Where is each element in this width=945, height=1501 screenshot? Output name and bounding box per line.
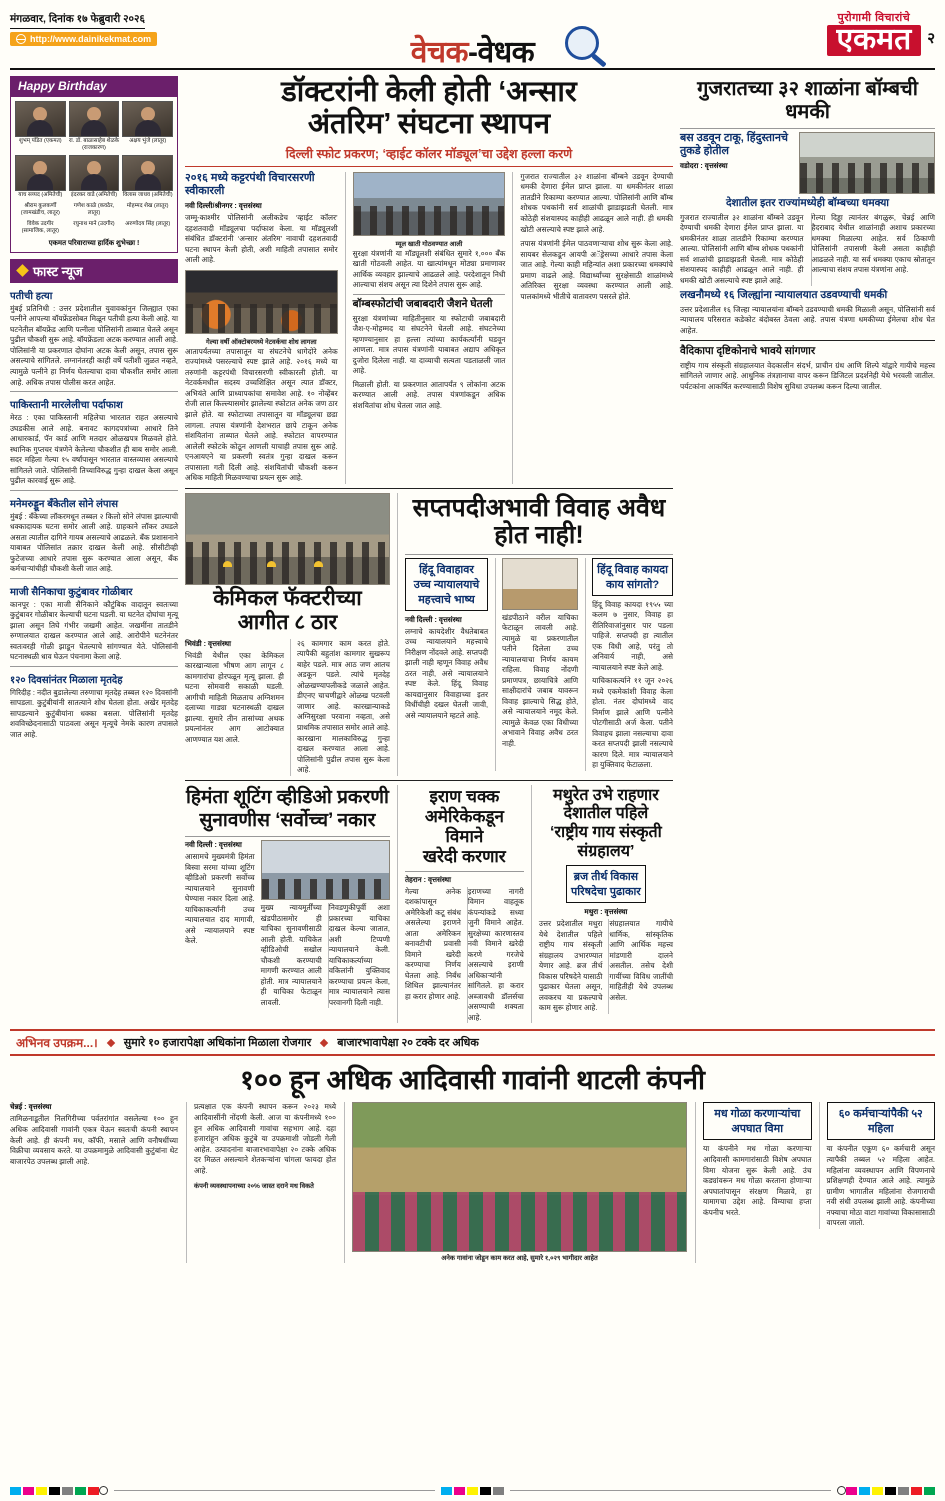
marriage-story — [397, 493, 673, 776]
lead-col2-body-1: सुरक्षा यंत्रणांनी या मॉड्यूलशी संबंधित सुमारे १,००० बँक खाती गोठवली आहेत. या खात्यांमधून मोठ्या प्रमाणावर आर्थिक व्यवहार झाल्याचे आढळले आहे. परदेशातून निधी आल्याचा संशय असून त्या दिशेने तपास सुरू आहे. — [352, 248, 506, 290]
marriage-dateline: नवी दिल्ली : वृत्तसंस्था — [404, 614, 462, 624]
lead-story — [185, 76, 673, 484]
gujarat-sec2-body: गेल्या दिड्डा त्यानंतर बंगळुरू, चेन्नई आणि हैदराबाद येथील शाळांनाही अशाच प्रकारच्या धमक्या मिळाल्या आहेत. सर्व ठिकाणी पोलिसांनी तपासणी केली असता काहीही आढळले नाही. या सर्व धमक्या एकाच स्रोतातून आल्याचा संशय तपास यंत्रणांना आहे. — [811, 213, 936, 287]
epaper-link[interactable] — [10, 32, 157, 46]
magnifier-icon — [565, 26, 599, 60]
gujarat-dateline: वडोदरा : वृत्तसंस्था — [680, 161, 728, 171]
fast-news-item-title: पाकिस्तानी मारलेलीचा पर्दाफाश — [10, 400, 123, 412]
avatar — [15, 101, 66, 137]
birthday-footer: एकमत परिवाराच्या हार्दिक शुभेच्छा ! — [48, 239, 140, 247]
chemical-story — [185, 493, 390, 776]
himanta-body-3: निवडणुकीपूर्वी अशा प्रकारच्या याचिका दाखल केल्या जातात, अशी टिप्पणी न्यायालयाने केली. याचिकाकर्त्याच्या वकिलांनी युक्तिवाद करण्याचा प्रयत्न केला, मात्र न्यायालयाने त्यास परवानगी दिली नाही. — [328, 903, 390, 1007]
tribal-body-2: प्रत्यक्षात एक कंपनी स्थापन करून २०२३ मध्ये आदिवासींनी नोंदणी केली. आज या कंपनीमध्ये १०० हून अधिक आदिवासी गावांचा सहभाग आहे. दहा हजारांहून अधिक कुटुंबे या उपक्रमाशी जोडली गेली आहेत. उत्पादनांना बाजारभावापेक्षा २० टक्के अधिक दर मिळत असल्याने शेतकऱ्यांना चांगला फायदा होत आहे. — [194, 1102, 336, 1175]
fast-news-item[interactable] — [10, 397, 178, 487]
section-title — [411, 30, 534, 71]
birthday-grid — [15, 101, 173, 235]
lead-col3-body-1: गुजरात राज्यातील ३२ शाळांना बॉम्बने उडवून देण्याची धमकी देणारा ईमेल प्राप्त झाला. या धमकीनंतर शाळा तातडीने रिकाम्या करण्यात आल्या. पोलिसांनी आणि बॉम्ब शोधक पथकांनी सर्व शाळांची झाडाझडती घेतली. मात्र कोठेही संशयास्पद काहीही आढळून आले नाही. ही धमकी खोटी असल्याचे स्पष्ट झाले आहे. — [520, 171, 674, 234]
birthday-person — [15, 202, 66, 217]
court-silhouette — [262, 879, 389, 899]
tribal-story — [10, 1060, 935, 1263]
row-himanta-iran-mathura — [185, 785, 673, 1024]
mathura-body-1: उत्तर प्रदेशातील मथुरा येथे देशातील पहिले राष्ट्रीय गाय संस्कृती संग्रहालय उभारण्यात येणार आहे. ब्रज तीर्थ विकास परिषदेने यासाठी पुढाकार घेतला असून, लवकरच या प्रकल्पाचे काम सुरू होणार आहे. — [538, 919, 603, 1013]
iran-headline-1: इराण चक्क — [429, 786, 500, 806]
chemical-photo — [185, 493, 390, 585]
birthday-name: इंदरकर वाडे (अमितेची) — [70, 191, 118, 198]
registration-mark — [99, 1486, 108, 1495]
masthead — [10, 8, 935, 70]
lead-col-3 — [512, 172, 673, 484]
gujarat-kicker: बस उडवून टाकू, हिंदुस्तानचे तुकडे होतील — [680, 132, 788, 158]
street-silhouette — [354, 206, 505, 235]
iran-headline-2: अमेरिकेकडून विमाने — [424, 807, 504, 846]
himanta-headline-2: सुनावणीस ‘सर्वोच्च’ नकार — [199, 810, 376, 832]
birthday-person — [122, 202, 173, 217]
epaper-url: http://www.dainikekmat.com — [30, 34, 152, 44]
lead-body-2: आतापर्यंतच्या तपासातून या संघटनेचे धागेदोरे अनेक राज्यांमध्ये पसरल्याचे स्पष्ट झाले आहे. २०१६ मध्ये या तरुणांनी कट्टरपंथी विचारसरणी स्वीकारली होती. या नेटवर्कमधील सदस्य उच्चशिक्षित असून त्यात डॉक्टर, अभियंते आणि प्राध्यापकांचा समावेश आहे. १० नोव्हेंबर रोजी लाल किल्ल्यासमोर झालेल्या स्फोटात अनेक जण ठार झाले होते. या स्फोटाच्या तपासातून या मॉड्यूलचा छडा लागला. तपास यंत्रणांनी देशभरात छापे टाकून अनेक संशयितांना ताब्यात घेतले आहे. स्फोटात वापरण्यात आलेली स्फोटके कोठून आणली याचाही तपास सुरू आहे. एनआयएने या प्रकरणी स्वतंत्र गुन्हा दाखल करून तपासाला गती दिली आहे. संशयितांची चौकशी करून अधिक माहिती मिळवण्याचा प्रयत्न सुरू आहे. — [185, 346, 338, 483]
marriage-body-1: लग्नाचे कायदेशीर वैधतेबाबत उच्च न्यायालयाने महत्त्वाचे निरीक्षण नोंदवले आहे. सप्तपदी झाली नाही म्हणून विवाह अवैध ठरत नाही, असे न्यायालयाने स्पष्ट केले. हिंदू विवाह कायद्यानुसार विवाहाच्या इतर विधींचीही दखल घेतली जावी, असे न्यायालयाने म्हटले आहे. — [404, 626, 489, 720]
lead-col-1 — [185, 172, 338, 484]
lead-headline-line2: अंतरिम’ संघटना स्थापन — [307, 108, 551, 141]
section-title-black: -वेधक — [468, 36, 535, 69]
marriage-body-2: खंडपीठाने वरील याचिका फेटाळून लावली आहे. त्यामुळे या प्रकरणातील पतीने दिलेला उच्च न्यायालयाचा निर्णय कायम राहिला. विवाह नोंदणी प्रमाणपत्र, छायाचित्रे आणि साक्षीदारांचे जबाब यावरून विवाह झाल्याचे सिद्ध होते, असे न्यायालयाने नमूद केले. त्यामुळे केवळ एका विधीच्या अभावाने विवाह अवैध ठरत नाही. — [502, 612, 579, 748]
birthday-person — [69, 220, 120, 235]
tribal-caption-left: कंपनी व्यवस्थापनाच्या २०% जास्त दराने मध विकते — [194, 1183, 314, 1191]
marriage-body-4: याचिकाकर्त्याने ११ जून २०२६ मध्ये एकमेकांशी विवाह केला होता. नंतर दोघांमध्ये वाद निर्माण झाले आणि पत्नीने पोटगीसाठी अर्ज केला. पतीने विवाहच झाला नसल्याचा दावा करत सप्तपदी झाली नसल्याचे कारण दिले. मात्र न्यायालयाने हा युक्तिवाद फेटाळला. — [592, 676, 673, 770]
birthday-person — [122, 101, 173, 152]
fast-news-item[interactable] — [10, 672, 178, 741]
tribal-caption-right: अनेक गावांना जोडून काम करत आहे, सुमारे १,०२९ भागीदार आहेत — [441, 1255, 598, 1263]
birthday-person — [69, 101, 120, 152]
gavel-photo — [502, 558, 578, 610]
birthday-person — [15, 101, 66, 152]
fast-news-item-body: मेरठ : एका पाकिस्तानी महिलेचा भारतात राहत असल्याचे उघडकीस आले आहे. बनावट कागदपत्रांच्या आधारे तिने आधारकार्ड, पॅन कार्ड आणि मतदार ओळखपत्र मिळवले होते. स्थानिक गुप्तचर यंत्रणेने केलेल्या चौकशीत ही बाब समोर आली. सदर महिला गेल्या १५ वर्षांपासून भारतात वास्तव्यास असल्याचे सांगितले जाते. पोलिसांनी तिच्याविरुद्ध गुन्हा दाखल केला असून पुढील कारवाई सुरू आहे. — [10, 413, 178, 486]
lead-photo-caption: गेल्या वर्षी ऑक्टोबरमध्ये नेटवर्कचा शोध लागला — [206, 338, 317, 346]
birthday-name: श्रीराम कुलकर्णी (जामखंडीच, लातूर) — [20, 202, 60, 216]
marriage-box-head-left: हिंदू विवाहावर उच्च न्यायालयाचे महत्त्वाचे भाष्य — [405, 558, 488, 611]
mathura-body-2: संग्रहालयात गायीचे धार्मिक, सांस्कृतिक आणि आर्थिक महत्त्व मांडणारी दालने असतील. तसेच देशी गायींच्या विविध जातींची माहितीही येथे उपलब्ध असेल. — [608, 919, 673, 1014]
lead-photo-street — [353, 172, 506, 236]
lead-columns — [185, 172, 673, 484]
fast-news-item-body: कानपूर : एका माजी सैनिकाने कौटुंबिक वादातून स्वतःच्या कुटुंबावर गोळीबार केल्याची घटना घडली. या घटनेत दोघांचा मृत्यू झाला असून तिघे गंभीर जखमी आहेत. जखमींना तातडीने रुग्णालयात दाखल करण्यात आले आहे. आरोपीने घटनेनंतर स्वतःवरही गोळी झाडून घेतल्याचे सांगण्यात येते. पोलिसांनी घटनास्थळी धाव घेऊन पंचनामा केला आहे. — [10, 599, 178, 662]
right-column — [680, 76, 935, 1023]
mathura-sec-body: राष्ट्रीय गाय संस्कृती संग्रहालयात वेदकालीन संदर्भ, प्राचीन ग्रंथ आणि शिल्पे यांद्वारे गायीचे महत्त्व सांगितले जाणार आहे. आधुनिक तंत्रज्ञानाचा वापर करून डिजिटल प्रदर्शनेही येथे भरवली जातील. पर्यटकांना आकर्षित करण्यासाठी विशेष सुविधा उपलब्ध करून दिल्या जातील. — [680, 360, 935, 391]
registration-mark-2 — [837, 1486, 846, 1495]
brand-block — [827, 10, 935, 56]
promo-bullet-icon — [106, 1039, 114, 1047]
mathura-box-head: ब्रज तीर्थ विकास परिषदेचा पुढाकार — [566, 865, 647, 903]
fast-news-item-title: माजी सैनिकाचा कुटुंबावर गोळीबार — [10, 586, 133, 598]
happy-birthday-section — [10, 76, 178, 253]
gujarat-headline: गुजरातच्या ३२ शाळांना बॉम्बची धमकी — [697, 78, 918, 123]
avatar — [69, 155, 120, 191]
lead-col2-body-2: सुरक्षा यंत्रणांच्या माहितीनुसार या स्फोटाची जबाबदारी जैश-ए-मोहम्मद या संघटनेने घेतली आहे. संघटनेच्या म्हणण्यानुसार हा हल्ला त्यांच्या कार्यकर्त्यांनी घडवून आणला. मात्र तपास यंत्रणांनी याबाबत अद्याप अधिकृत दुजोरा दिलेला नाही. या दाव्याची सत्यता पडताळली जात आहे. — [352, 313, 506, 376]
promo-left: अभिनव उपक्रम...। — [16, 1036, 98, 1051]
page-content — [10, 76, 935, 1023]
lead-col2-body-3: मिळाली होती. या प्रकरणात आतापर्यंत ९ लोकांना अटक करण्यात आली आहे. तपास यंत्रणांकडून अधिक संशयितांचा शोध घेतला जात आहे. — [352, 379, 506, 410]
tribal-sec-head: मध गोळा करणाऱ्यांचा अपघात विमा — [703, 1102, 812, 1140]
lead-subheadline: दिल्ली स्फोट प्रकरण; ‘व्हाईट कॉलर मॉड्यूल’चा उद्देश हल्ला करणे — [285, 146, 573, 161]
promo-right: बाजारभावापेक्षा २० टक्के दर अधिक — [337, 1037, 479, 1050]
tribal-dateline: चेन्नई : वृत्तसंस्था — [10, 1102, 52, 1112]
women-workers-silhouette — [353, 1192, 686, 1251]
birthday-person — [122, 220, 173, 235]
himanta-dateline: नवी दिल्ली : वृत्तसंस्था — [185, 840, 242, 850]
birthday-name: याच सय्यद (अमितेची) — [18, 191, 63, 198]
fast-news-item[interactable] — [10, 496, 178, 575]
globe-icon — [16, 34, 26, 44]
gujarat-sec3-head: लखनौमध्ये १६ जिल्ह्यांना न्यायालयात उडवण्याची धमकी — [680, 289, 888, 302]
lead-col2-subhead: बॉम्बस्फोटांची जबाबदारी जैशने घेतली — [352, 298, 493, 310]
mathura-headline-1: मथुरेत उभे राहणार देशातील पहिले — [553, 786, 659, 822]
lead-headline-line1: डॉक्टरांनी केली होती ‘अन्सार — [281, 76, 577, 108]
tribal-body-4: या कंपनीत एकूण ६० कर्मचारी असून त्यापैकी तब्बल ५२ महिला आहेत. महिलांना व्यवस्थापन आणि विपणनाचे प्रशिक्षणही देण्यात आले आहे. त्यामुळे ग्रामीण भागातील महिलांना रोजगाराची नवी संधी उपलब्ध झाली आहे. कंपनीच्या नफ्याचा मोठा वाटा गावांच्या विकासासाठी वापरला जातो. — [826, 1144, 935, 1228]
brand-name: एकमत — [827, 25, 922, 56]
gujarat-school-photo — [799, 132, 935, 194]
marriage-body-3: हिंदू विवाह कायदा १९५५ च्या कलम ७ नुसार, विवाह हा रीतिरिवाजांनुसार पार पडला पाहिजे. सप्तपदी हा त्यातील एक विधी आहे, परंतु तो अनिवार्य नाही, असे न्यायालयाने स्पष्ट केले आहे. — [592, 599, 673, 672]
himanta-court-photo — [261, 840, 390, 900]
promo-strip — [10, 1029, 935, 1056]
fast-news-title: फास्ट न्यूज — [33, 263, 83, 279]
birthday-name: अक्षय भुंजे (लातूर) — [129, 138, 167, 144]
promo-bullet-icon-2 — [320, 1039, 328, 1047]
fast-news-header — [10, 259, 178, 283]
avatar — [15, 155, 66, 191]
birthday-name: रा. डॉ. बाळासाहेब शेळके (राजकारण) — [68, 138, 120, 151]
color-swatches-mid — [441, 1487, 504, 1495]
fast-news-item[interactable] — [10, 288, 178, 388]
gujarat-body-1: गुजरात राज्यातील ३२ शाळांना बॉम्बने उडवून देण्याची धमकी देणारा ईमेल प्राप्त झाला. या धमकीनंतर शाळा तातडीने रिकाम्या करण्यात आल्या. पोलिसांनी आणि बॉम्ब शोधक पथकांनी सर्व शाळांची झाडाझडती घेतली. मात्र कोठेही संशयास्पद काहीही आढळून आले नाही. ही धमकी खोटी असल्याचे स्पष्ट झाले आहे. — [680, 212, 804, 285]
fast-news-item[interactable] — [10, 584, 178, 663]
lead-dateline: नवी दिल्ली/श्रीनगर : वृत्तसंस्था — [185, 201, 262, 211]
gujarat-sec2-head: देशातील इतर राज्यांमध्येही बॉम्बच्या धमक्या — [725, 197, 890, 209]
birthday-name: अरुणोदय सिंह (लातूर) — [125, 220, 171, 227]
iran-body-1: गेल्या अनेक दशकांपासून अमेरिकेशी कटू संबंध असलेल्या इराणने आता अमेरिकन बनावटीची प्रवासी विमाने खरेदी करण्याचा निर्णय घेतला आहे. निर्बंध शिथिल झाल्यानंतर हा करार होणार आहे. — [404, 886, 461, 1001]
lead-photo-crowd — [185, 270, 338, 334]
color-swatches-right — [846, 1487, 935, 1495]
himanta-headline-1: हिमंता शूटिंग व्हीडिओ प्रकरणी — [186, 786, 389, 808]
birthday-name: शुभम् पंडित (एकमत) — [19, 138, 62, 144]
himanta-body-2: मुख्य न्यायमूर्तींच्या खंडपीठासमोर ही याचिका सुनावणीसाठी आली होती. याचिकेत व्हीडिओची सखोल चौकशी करण्याची मागणी करण्यात आली होती. मात्र न्यायालयाने ही याचिका फेटाळून लावली. — [260, 903, 322, 1007]
tribal-photo — [352, 1102, 687, 1252]
birthday-person — [69, 155, 120, 199]
chemical-headline: केमिकल फॅक्टरीच्या आगीत ८ ठार — [213, 586, 362, 634]
birthday-person — [15, 155, 66, 199]
birthday-person — [69, 202, 120, 217]
print-registration-bar — [10, 1486, 935, 1495]
fast-news-item-body: मुंबई : बँकेच्या लॉकरमधून तब्बल २ किलो सोने लंपास झाल्याची धक्कादायक घटना समोर आली आहे. ग्राहकाने लॉकर उघडले असता त्यातील दागिने गायब असल्याचे आढळले. बँक प्रशासनाने याबाबत पोलिसांत तक्रार दाखल केली आहे. सीसीटीव्ही फुटेजच्या आधारे तपास सुरू करण्यात आला असून, बँक कर्मचाऱ्यांचीही चौकशी केली जात आहे. — [10, 511, 178, 574]
birthday-name: रघुनाथ माने (उदगीर) — [73, 220, 115, 227]
lead-col-2 — [345, 172, 506, 484]
tribal-body-1: तामिळनाडूतील निलगिरीच्या पर्वतरांगांत वसलेल्या १०० हून अधिक आदिवासी गावांनी एकत्र येऊन स्वतःची कंपनी स्थापन केली आहे. ही कंपनी मध, कॉफी, मसाले आणि वनौषधींच्या विक्रीचा व्यवसाय करते. या उपक्रमामुळे आदिवासी कुटुंबांना थेट बाजारपेठ उपलब्ध झाली आहे. — [10, 1114, 178, 1166]
mathura-sec-head: वैदिकापा दृष्टिकोनाचे भावये सांगणार — [680, 345, 816, 358]
lead-col3-body-2: तपास यंत्रणांनी ईमेल पाठवणाऱ्याचा शोध सुरू केला आहे. सायबर सेलकडून आयपी अॅड्रेसच्या आधारे तपास केला जात आहे. गेल्या काही महिन्यांत अशा प्रकारच्या धमक्यांचे प्रमाण वाढले आहे. विद्यार्थ्यांच्या सुरक्षेसाठी शाळांमध्ये अतिरिक्त सुरक्षा व्यवस्था करण्यात आली आहे. पालकांमध्ये भीतीचे वातावरण पसरले होते. — [520, 239, 674, 301]
chemical-body-2: २६ कामगार काम करत होते. त्यापैकी बहुतांश कामगार सुखरूप बाहेर पडले. मात्र आठ जण आतच अडकून पडले. त्यांचे मृतदेह ओळखण्यापलीकडे जळाले आहेत. डीएनए चाचणीद्वारे ओळख पटवली जाणार आहे. कारखान्याकडे अग्निसुरक्षा परवाना नव्हता, असे प्राथमिक तपासात समोर आले आहे. कारखाना मालकाविरुद्ध गुन्हा दाखल करण्यात आला आहे. पोलिसांनी पुढील तपास सुरू केला आहे. — [296, 638, 390, 775]
lead-body-1: जम्मू-काश्मीर पोलिसांनी अलीकडेच ‘व्हाईट कॉलर’ दहशतवादी मॉड्यूलचा पर्दाफाश केला. या मॉड्यूलशी संबंधित डॉक्टरांनी ‘अन्सार अंतरिम’ नावाची दहशतवादी घटना स्थापन केली होती, अशी माहिती तपासात समोर आली आहे. — [185, 213, 338, 265]
birthday-name: विवेक उदगीर (सामाजिक, लातूर) — [21, 220, 60, 234]
brand-tagline: पुरोगामी विचारांचे — [837, 12, 911, 24]
birthday-name: मोहम्मद शेख (लातूर) — [126, 202, 169, 209]
iran-dateline: तेहरान : वृत्तसंस्था — [404, 874, 451, 884]
himanta-body-1: आसामचे मुख्यमंत्री हिमंता बिस्वा सरमा यांच्या शूटिंग व्हीडिओ प्रकरणी सर्वोच्च न्यायालयाने सुनावणी घेण्यास नकार दिला आहे. याचिकाकर्त्यांनी उच्च न्यायालयात दाद मागावी, असे न्यायालयाने स्पष्ट केले. — [185, 852, 255, 946]
fast-news-item-title: मनेमरुड्डून बँकेतील सोने लंपास — [10, 498, 118, 510]
chemical-dateline: भिवंडी : वृत्तसंस्था — [185, 638, 231, 648]
birthday-name: विलास जाधव (अमितेची) — [122, 191, 173, 198]
rescue-silhouette — [186, 542, 389, 583]
mathura-headline-2: ‘राष्ट्रीय गाय संस्कृती संग्रहालय’ — [550, 824, 662, 860]
crowd-silhouette — [186, 304, 337, 333]
left-column — [10, 76, 178, 1023]
gujarat-sec3-body: उत्तर प्रदेशातील १६ जिल्हा न्यायालयांना बॉम्बने उडवण्याची धमकी मिळाली असून, पोलिसांनी सर्व न्यायालय परिसरात कडेकोट बंदोबस्त ठेवला आहे. तपास यंत्रणा धमकीच्या ईमेलचा शोध घेत आहेत. — [680, 304, 935, 335]
marriage-headline: सप्तपदीअभावी विवाह अवैध होत नाही! — [412, 493, 666, 550]
fast-news-item-title: १२० दिवसांनंतर मिळाला मृतदेह — [10, 674, 123, 686]
birthday-name: गणेश काळे (कवठेर, लातूर) — [73, 202, 115, 216]
birthday-person — [122, 155, 173, 199]
chemical-body-1: भिवंडी येथील एका केमिकल कारखान्याला भीषण आग लागून ८ कामगारांचा होरपळून मृत्यू झाला. ही घटना सोमवारी सकाळी घडली. आगीची माहिती मिळताच अग्निशमन दलाच्या गाड्या घटनास्थळी दाखल झाल्या. सुमारे तीन तासांच्या अथक प्रयत्नांनंतर आग आटोक्यात आणण्यात यश आले. — [185, 650, 284, 744]
avatar — [122, 155, 173, 191]
tribal-headline: १०० हून अधिक आदिवासी गावांनी थाटली कंपनी — [240, 1065, 705, 1096]
tribal-sec2-head: ६० कर्मचाऱ्यांपैकी ५२ महिला — [827, 1102, 936, 1140]
middle-column — [185, 76, 673, 1023]
marriage-box-head-right: हिंदू विवाह कायदा काय सांगतो? — [592, 558, 673, 596]
avatar — [69, 101, 120, 137]
diamond-icon — [16, 265, 29, 278]
students-silhouette — [800, 163, 934, 193]
section-title-red: वेचक — [410, 36, 469, 69]
himanta-story — [185, 785, 390, 1024]
lead-col2-caption: म्यूल खाती गोठवण्यात आली — [395, 240, 463, 248]
mathura-dateline: मथुरा : वृत्तसंस्था — [584, 907, 628, 917]
mathura-story — [531, 785, 673, 1024]
page-number: २ — [927, 30, 935, 47]
birthday-person — [15, 220, 66, 235]
happy-birthday-title: Happy Birthday — [10, 76, 178, 96]
lead-kicker: २०१६ मध्ये कट्टरपंथी विचारसरणी स्वीकारली — [185, 171, 315, 198]
fast-news-item-title: पतीची हत्या — [10, 290, 53, 302]
row-chemical-marriage — [185, 493, 673, 776]
fast-news-item-body: गिरिदीह : नदीत बुडालेल्या तरुणाचा मृतदेह तब्बल १२० दिवसांनी सापडला. कुटुंबीयांनी सातत्याने शोध घेतला होता. अखेर मृतदेह सापडल्याने कुटुंबीयांना धक्का बसला. पोलिसांनी मृतदेह शवविच्छेदनासाठी पाठवला असून मृत्यूचे नेमके कारण तपासले जात आहे. — [10, 687, 178, 739]
publication-date: मंगळवार, दिनांक १७ फेब्रुवारी २०२६ — [10, 12, 145, 29]
iran-headline-3: खरेदी करणार — [423, 847, 506, 867]
tribal-body-3: या कंपनीने मध गोळा करणाऱ्या आदिवासी कामगारांसाठी विशेष अपघात विमा योजना सुरू केली आहे. उंच कड्यांवरून मध गोळा करताना होणाऱ्या अपघातांपासून संरक्षण मिळावे, हा यामागचा उद्देश आहे. विम्याचा हप्ता कंपनीच भरते. — [703, 1144, 812, 1217]
iran-story — [397, 785, 524, 1024]
promo-mid: सुमारे १० हजारापेक्षा अधिकांना मिळाला रोजगार — [123, 1037, 312, 1050]
fast-news-item-body: मुंबई प्रतिनिधी : उत्तर प्रदेशातील युवावकांनुन जिल्ह्यात एका पत्नीने आपल्या बॉयफ्रेंडसोबत मिळून पतीची हत्या केली आहे. या घटनेतील बॉयफ्रेंड आणि पत्नीला पोलिसांनी ताब्यात घेतले असून पुढील चौकशी सुरू आहे. बॉयफ्रेंडला अटक करण्यात आली आहे. पोलिसांनी या प्रकरणात दोघांना अटक केली असून, तपास सुरू असल्याचे सांगितले. लग्नानंतरही काही वर्षे पतीशी जुळत नव्हते, त्यामुळे पत्नीने हा निर्णय घेतल्याचा दावा चौकशीत समोर आला आहे. अधिक तपास पोलीस करत आहेत. — [10, 303, 178, 387]
iran-body-2: इराणच्या नागरी विमान वाहतूक कंपन्यांकडे सध्या जुनी विमाने आहेत. सुरक्षेच्या कारणास्तव नवी विमाने खरेदी करणे गरजेचे असल्याचे इराणी अधिकाऱ्यांनी सांगितले. हा करार अब्जावधी डॉलर्सचा असण्याची शक्यता आहे. — [467, 886, 524, 1022]
color-swatches-left — [10, 1487, 99, 1495]
avatar — [122, 101, 173, 137]
